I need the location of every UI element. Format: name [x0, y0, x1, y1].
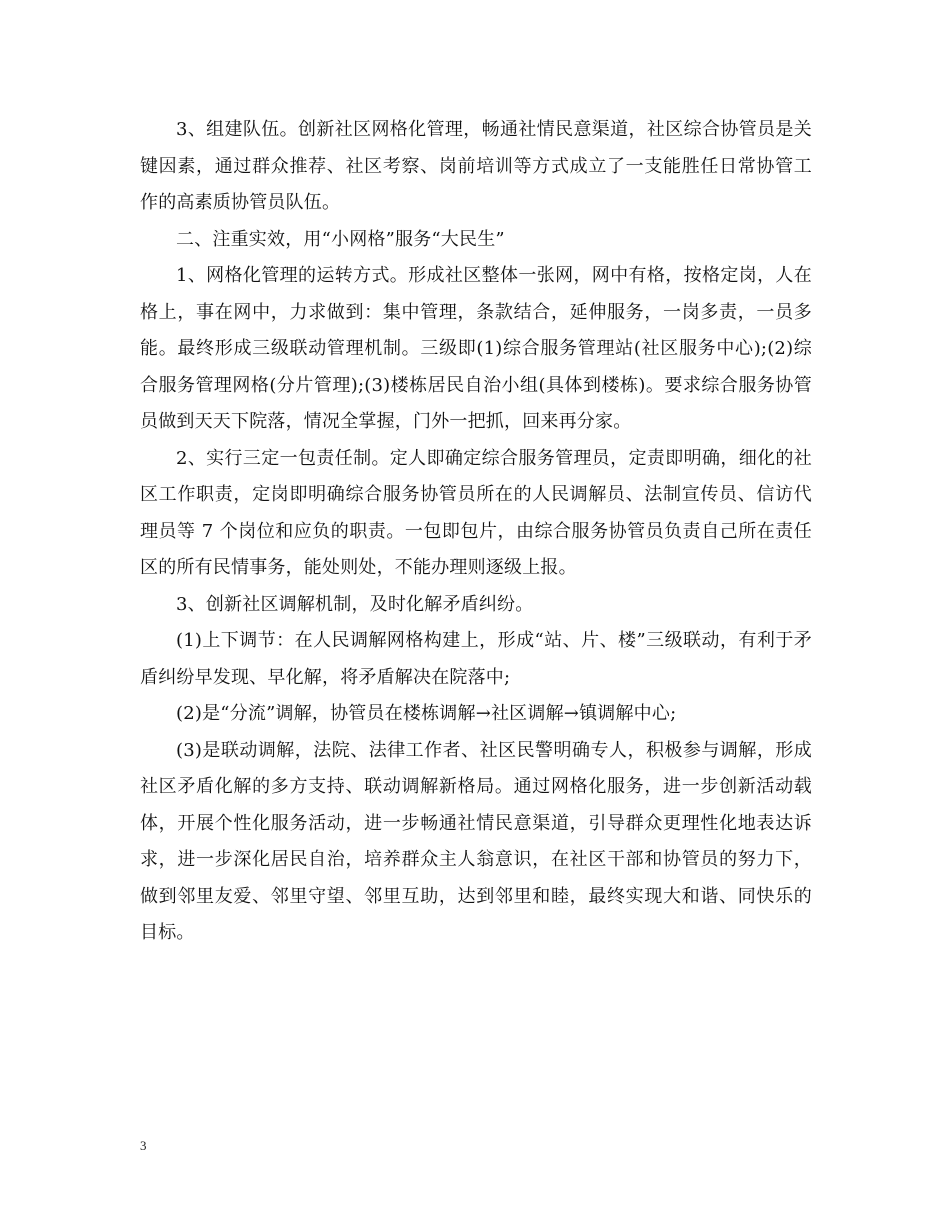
- section-heading-effectiveness: 二、注重实效，用“小网格”服务“大民生”: [176, 228, 505, 250]
- document-body: [140, 112, 812, 952]
- paragraph-team-building: 3、组建队伍。创新社区网格化管理，畅通社情民意渠道，社区综合协管员是关键因素，通过群众推荐、社区考察、岗前培训等方式成立了一支能胜任日常协管工作的高素质协管员队伍。: [140, 119, 812, 213]
- paragraph-mediation-item-1: (1)上下调节：在人民调解网格构建上，形成“站、片、楼”三级联动，有利于矛盾纠纷早发现、早化解，将矛盾解决在院落中;: [140, 630, 812, 688]
- page-number: 3: [140, 1138, 147, 1153]
- paragraph-mediation-item-2: (2)是“分流”调解，协管员在楼栋调解→社区调解→镇调解中心;: [176, 703, 677, 724]
- paragraph-responsibility-system: 2、实行三定一包责任制。定人即确定综合服务管理员，定责即明确，细化的社区工作职责，定岗即明确综合服务协管员所在的人民调解员、法制宣传员、信访代理员等 7 个岗位和应负的职责。一包即包片，由综合服务协管员负责自己所在责任区的所有民情事务，能处则处，不能办理则逐级上报。: [140, 447, 812, 578]
- paragraph-mediation-item-3: (3)是联动调解，法院、法律工作者、社区民警明确专人，积极参与调解，形成社区矛盾化解的多方支持、联动调解新格局。通过网格化服务，进一步创新活动载体，开展个性化服务活动，进一步畅通社情民意渠道，引导群众更理性化地表达诉求，进一步深化居民自治，培养群众主人翁意识，在社区干部和协管员的努力下，做到邻里友爱、邻里守望、邻里互助，达到邻里和睦，最终实现大和谐、同快乐的目标。: [140, 739, 812, 943]
- paragraph-grid-operation: 1、网格化管理的运转方式。形成社区整体一张网，网中有格，按格定岗，人在格上，事在网中，力求做到：集中管理，条款结合，延伸服务，一岗多责，一员多能。最终形成三级联动管理机制。三级即(1)综合服务管理站(社区服务中心);(2)综合服务管理网格(分片管理);(3)楼栋居民自治小组(具体到楼栋)。要求综合服务协管员做到天天下院落，情况全掌握，门外一把抓，回来再分家。: [140, 265, 812, 432]
- paragraph-mediation-mechanism: 3、创新社区调解机制，及时化解矛盾纠纷。: [176, 593, 534, 615]
